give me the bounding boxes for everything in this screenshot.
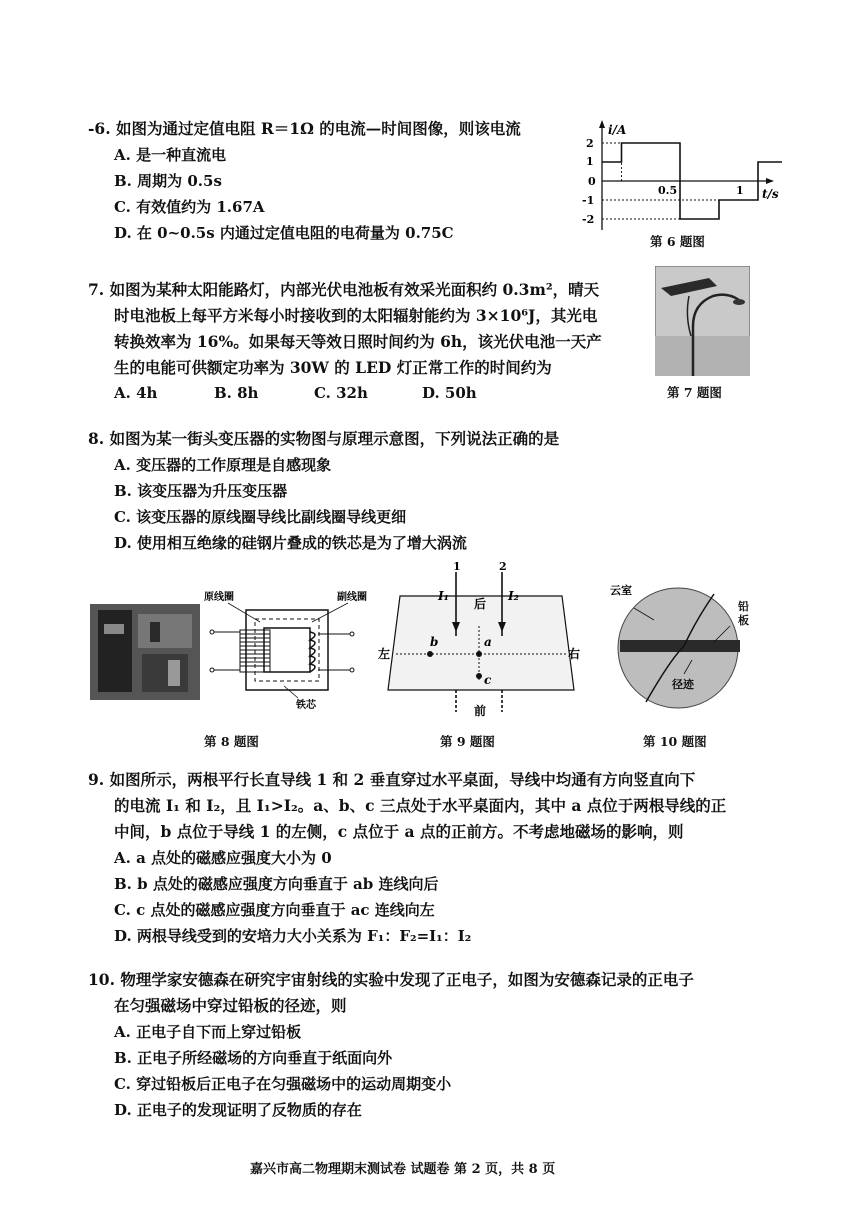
right-label: 右 <box>568 647 581 661</box>
current-i2-label: I₂ <box>508 589 519 603</box>
q7-stem-line-4: 生的电能可供额定功率为 30W 的 LED 灯正常工作的时间约为 <box>114 358 552 377</box>
q8-option-c: C. 该变压器的原线圈导线比副线圈导线更细 <box>114 508 407 526</box>
y-tick-label: 1 <box>586 155 594 168</box>
q9-option-a: A. a 点处的磁感应强度大小为 0 <box>114 849 332 867</box>
q10-stem-line-1: 10. 物理学家安德森在研究宇宙射线的实验中发现了正电子，如图为安德森记录的正电子 <box>88 970 694 989</box>
track-label: 径迹 <box>672 678 694 691</box>
q8-transformer-photo <box>90 604 200 700</box>
q7-streetlight-photo <box>655 266 750 376</box>
point-a-label: a <box>484 635 492 649</box>
q9-wires-diagram <box>378 560 583 718</box>
q7-stem-line-2: 时电池板上每平方米每小时接收到的太阳辐射能约为 3×10⁶J，其光电 <box>114 306 598 325</box>
x-tick-label: 1 <box>736 184 744 197</box>
q7-option-d: D. 50h <box>422 384 477 402</box>
q9-stem-line-2: 的电流 I₁ 和 I₂，且 I₁>I₂。a、b、c 三点处于水平桌面内，其中 a 点位于两根导线的正 <box>114 796 727 815</box>
q9-option-d: D. 两根导线受到的安培力大小关系为 F₁：F₂=I₁：I₂ <box>114 927 472 945</box>
q9-stem-line-1: 9. 如图所示，两根平行长直导线 1 和 2 垂直穿过水平桌面，导线中均通有方向竖直向下 <box>88 770 696 789</box>
front-label: 前 <box>474 704 487 718</box>
point-c-label: c <box>484 673 492 687</box>
current-i1-label: I₁ <box>438 589 449 603</box>
q6-option-b: B. 周期为 0.5s <box>114 172 222 190</box>
q7-stem-line-3: 转换效率为 16%。如果每天等效日照时间约为 6h，该光伏电池一天产 <box>114 332 602 351</box>
y-tick-label: -2 <box>582 213 595 226</box>
q10-stem-line-2: 在匀强磁场中穿过铅板的径迹，则 <box>114 996 347 1015</box>
q6-stem: -6. 如图为通过定值电阻 R＝1Ω 的电流—时间图像，则该电流 <box>88 119 521 138</box>
q6-option-c: C. 有效值约为 1.67A <box>114 198 265 216</box>
x-tick-label: 0.5 <box>658 184 678 197</box>
y-tick-label: 0 <box>588 175 596 188</box>
cloud-chamber-label: 云室 <box>610 584 632 597</box>
q10-option-c: C. 穿过铅板后正电子在匀强磁场中的运动周期变小 <box>114 1075 452 1093</box>
lead-plate-label: 铅板 <box>738 600 749 627</box>
q9-option-c: C. c 点处的磁感应强度方向垂直于 ac 连线向左 <box>114 901 435 919</box>
y-tick-label: -1 <box>582 194 595 207</box>
y-tick-label: 2 <box>586 137 594 150</box>
q8-stem: 8. 如图为某一街头变压器的实物图与原理示意图，下列说法正确的是 <box>88 429 560 448</box>
y-axis-arrow <box>599 120 605 128</box>
q10-option-b: B. 正电子所经磁场的方向垂直于纸面向外 <box>114 1049 393 1067</box>
q8-option-b: B. 该变压器为升压变压器 <box>114 482 288 500</box>
point-b <box>427 651 433 657</box>
point-b-label: b <box>430 635 439 649</box>
q10-figure-caption: 第 10 题图 <box>643 734 707 749</box>
y-axis-label: i/A <box>608 123 627 137</box>
q10-option-a: A. 正电子自下而上穿过铅板 <box>114 1023 302 1041</box>
q9-option-b: B. b 点处的磁感应强度方向垂直于 ab 连线向后 <box>114 875 439 893</box>
x-axis-arrow <box>766 178 774 184</box>
q8-transformer-diagram <box>200 588 385 713</box>
point-a <box>476 651 482 657</box>
q7-caption: 第 7 题图 <box>667 385 722 400</box>
secondary-coil-label: 副线圈 <box>337 592 367 603</box>
q6-option-d: D. 在 0~0.5s 内通过定值电阻的电荷量为 0.75C <box>114 224 454 242</box>
q7-stem-line-1: 7. 如图为某种太阳能路灯，内部光伏电池板有效采光面积约 0.3m²，晴天 <box>88 280 600 299</box>
q7-option-a: A. 4h <box>114 384 158 402</box>
q8-option-d: D. 使用相互绝缘的硅钢片叠成的铁芯是为了增大涡流 <box>114 534 467 552</box>
q7-option-c: C. 32h <box>314 384 368 402</box>
x-axis-label: t/s <box>762 187 779 201</box>
page-footer: 嘉兴市高二物理期末测试卷 试题卷 第 2 页，共 8 页 <box>250 1162 556 1177</box>
q6-current-graph <box>582 118 782 236</box>
iron-core-label: 铁芯 <box>296 700 316 711</box>
primary-coil-label: 原线圈 <box>204 592 234 603</box>
back-label: 后 <box>474 597 487 611</box>
q10-option-d: D. 正电子的发现证明了反物质的存在 <box>114 1101 362 1119</box>
q8-option-a: A. 变压器的工作原理是自感现象 <box>114 456 332 474</box>
wire-2-label: 2 <box>499 560 507 573</box>
q7-option-b: B. 8h <box>214 384 259 402</box>
q6-caption: 第 6 题图 <box>650 234 705 249</box>
point-c <box>476 673 482 679</box>
secondary-coil <box>310 632 354 672</box>
wire-1-label: 1 <box>453 560 461 573</box>
left-label: 左 <box>378 647 391 661</box>
q8-caption: 第 8 题图 <box>204 734 259 749</box>
q9-stem-line-3: 中间，b 点位于导线 1 的左侧，c 点位于 a 点的正前方。不考虑地磁场的影响，则 <box>114 822 684 841</box>
primary-coil <box>210 630 270 672</box>
q6-option-a: A. 是一种直流电 <box>114 146 227 164</box>
q9-caption: 第 9 题图 <box>440 734 495 749</box>
